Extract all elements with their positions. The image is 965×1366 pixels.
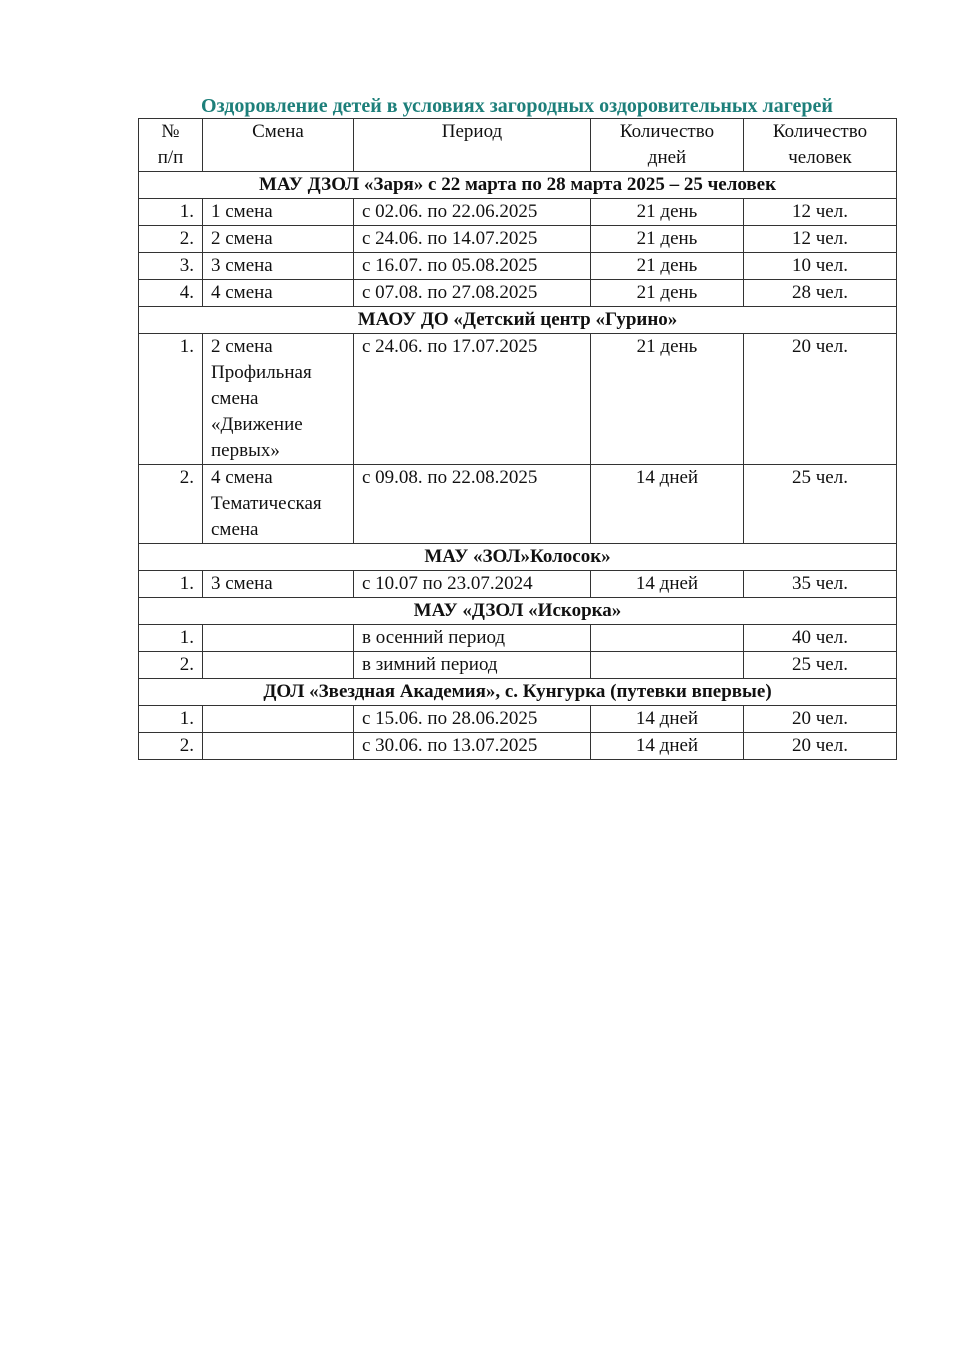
cell-period: с 24.06. по 17.07.2025 bbox=[354, 334, 591, 465]
section-title: ДОЛ «Звездная Академия», с. Кунгурка (путевки впервые) bbox=[139, 679, 897, 706]
cell-num: 1. bbox=[139, 706, 203, 733]
header-days: Количество дней bbox=[591, 119, 744, 172]
cell-num: 2. bbox=[139, 652, 203, 679]
cell-num: 2. bbox=[139, 226, 203, 253]
cell-num: 1. bbox=[139, 625, 203, 652]
table-row bbox=[139, 625, 897, 652]
page-title: Оздоровление детей в условиях загородных оздоровительных лагерей bbox=[201, 95, 833, 117]
cell-days bbox=[591, 652, 744, 679]
header-shift: Смена bbox=[203, 119, 354, 172]
cell-shift bbox=[203, 571, 354, 598]
cell-shift bbox=[203, 334, 354, 465]
shift-line: смена bbox=[211, 519, 259, 540]
cell-shift bbox=[203, 253, 354, 280]
cell-period: с 07.08. по 27.08.2025 bbox=[354, 280, 591, 307]
cell-num: 2. bbox=[139, 733, 203, 760]
table-row bbox=[139, 733, 897, 760]
cell-days: 14 дней bbox=[591, 571, 744, 598]
table-row bbox=[139, 226, 897, 253]
cell-period: с 10.07 по 23.07.2024 bbox=[354, 571, 591, 598]
cell-days bbox=[591, 625, 744, 652]
shift-line: 4 смена bbox=[211, 467, 273, 488]
cell-num: 1. bbox=[139, 334, 203, 465]
cell-period: с 09.08. по 22.08.2025 bbox=[354, 465, 591, 544]
cell-period: с 30.06. по 13.07.2025 bbox=[354, 733, 591, 760]
cell-num: 3. bbox=[139, 253, 203, 280]
shift-line: Тематическая bbox=[211, 493, 322, 514]
cell-period: с 16.07. по 05.08.2025 bbox=[354, 253, 591, 280]
shift-line: «Движение bbox=[211, 414, 303, 435]
cell-shift bbox=[203, 199, 354, 226]
cell-period: с 15.06. по 28.06.2025 bbox=[354, 706, 591, 733]
cell-num: 4. bbox=[139, 280, 203, 307]
cell-days: 14 дней bbox=[591, 706, 744, 733]
cell-num: 1. bbox=[139, 199, 203, 226]
cell-people: 20 чел. bbox=[744, 334, 897, 465]
section-row bbox=[139, 679, 897, 706]
cell-days: 21 день bbox=[591, 226, 744, 253]
header-num: № п/п bbox=[139, 119, 203, 172]
header-row bbox=[139, 119, 897, 172]
header-period: Период bbox=[354, 119, 591, 172]
section-title: МАУ «ЗОЛ»Колосок» bbox=[139, 544, 897, 571]
shift-line: Профильная bbox=[211, 362, 312, 383]
cell-days: 14 дней bbox=[591, 733, 744, 760]
camps-table bbox=[138, 118, 897, 760]
cell-people: 12 чел. bbox=[744, 199, 897, 226]
table-row bbox=[139, 652, 897, 679]
table-row bbox=[139, 253, 897, 280]
table-row bbox=[139, 280, 897, 307]
header-people: Количество человек bbox=[744, 119, 897, 172]
cell-shift bbox=[203, 465, 354, 544]
table-row bbox=[139, 465, 897, 544]
shift-line: смена bbox=[211, 388, 259, 409]
section-row bbox=[139, 172, 897, 199]
shift-line: первых» bbox=[211, 440, 280, 461]
cell-people: 25 чел. bbox=[744, 652, 897, 679]
cell-days: 21 день bbox=[591, 334, 744, 465]
shift-line: 3 смена bbox=[211, 573, 273, 594]
cell-days: 21 день bbox=[591, 280, 744, 307]
section-title: МАУ «ДЗОЛ «Искорка» bbox=[139, 598, 897, 625]
cell-shift bbox=[203, 226, 354, 253]
cell-people: 20 чел. bbox=[744, 706, 897, 733]
shift-line: 3 смена bbox=[211, 255, 273, 276]
cell-people: 20 чел. bbox=[744, 733, 897, 760]
cell-period: с 02.06. по 22.06.2025 bbox=[354, 199, 591, 226]
table-body bbox=[139, 172, 897, 760]
section-row bbox=[139, 307, 897, 334]
cell-period: с 24.06. по 14.07.2025 bbox=[354, 226, 591, 253]
cell-num: 2. bbox=[139, 465, 203, 544]
cell-period: в осенний период bbox=[354, 625, 591, 652]
cell-days: 21 день bbox=[591, 199, 744, 226]
table-row bbox=[139, 571, 897, 598]
section-row bbox=[139, 598, 897, 625]
cell-shift bbox=[203, 625, 354, 652]
cell-shift bbox=[203, 706, 354, 733]
cell-people: 10 чел. bbox=[744, 253, 897, 280]
cell-num: 1. bbox=[139, 571, 203, 598]
cell-days: 21 день bbox=[591, 253, 744, 280]
table-row bbox=[139, 334, 897, 465]
table-row bbox=[139, 706, 897, 733]
cell-people: 40 чел. bbox=[744, 625, 897, 652]
cell-period: в зимний период bbox=[354, 652, 591, 679]
cell-shift bbox=[203, 280, 354, 307]
shift-line: 2 смена bbox=[211, 336, 273, 357]
cell-people: 25 чел. bbox=[744, 465, 897, 544]
cell-people: 12 чел. bbox=[744, 226, 897, 253]
cell-shift bbox=[203, 733, 354, 760]
shift-line: 4 смена bbox=[211, 282, 273, 303]
table-header bbox=[139, 119, 897, 172]
shift-line: 1 смена bbox=[211, 201, 273, 222]
cell-people: 28 чел. bbox=[744, 280, 897, 307]
cell-days: 14 дней bbox=[591, 465, 744, 544]
section-row bbox=[139, 544, 897, 571]
cell-people: 35 чел. bbox=[744, 571, 897, 598]
section-title: МАУ ДЗОЛ «Заря» с 22 марта по 28 марта 2025 – 25 человек bbox=[139, 172, 897, 199]
section-title: МАОУ ДО «Детский центр «Гурино» bbox=[139, 307, 897, 334]
table-row bbox=[139, 199, 897, 226]
shift-line: 2 смена bbox=[211, 228, 273, 249]
cell-shift bbox=[203, 652, 354, 679]
